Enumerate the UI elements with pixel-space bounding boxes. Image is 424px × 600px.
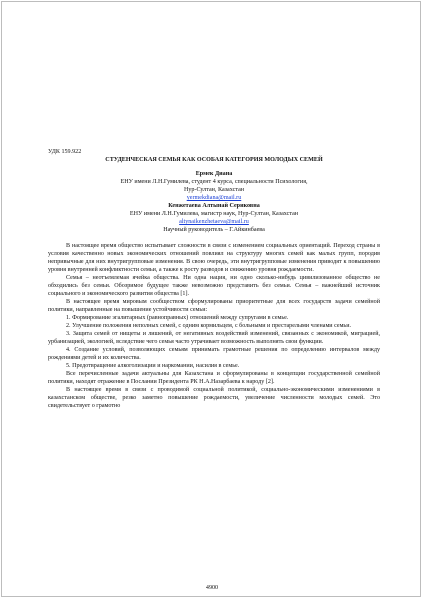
author1-city: Нур-Султан, Казахстан bbox=[183, 187, 245, 193]
list-item-3: 3. Защита семей от нищеты и лишений, от негативных воздействий изменений, связанных с экономикой, миграцией, урбанизацией, экологией, вследствие чего семья часто утрачивает возможность выполнять свои функции. bbox=[48, 331, 380, 345]
paragraph-current: В настоящее время в связи с проводимой социальной политикой, социально-экономическими изменениями в казахстанском обществе, резко заметно повышение рождаемости, увеличение численности молодых семей. Это свидетельствует о грамотно bbox=[48, 387, 380, 409]
supervisor: Научный руководитель – Г.Айкинбаева bbox=[163, 227, 265, 233]
article-body bbox=[48, 148, 380, 410]
author2-name: Кенжетаева Алтынай Сериковна bbox=[168, 203, 260, 209]
author2-email-link[interactable]: altynaikenzhetaeva@mail.ru bbox=[179, 219, 249, 225]
author1-name: Ермек Диана bbox=[195, 171, 233, 177]
page-number: 4900 bbox=[205, 585, 219, 591]
author1-affiliation: ЕНУ имени Л.Н.Гумилева, студент 4 курса, специальности Психология, bbox=[120, 179, 308, 185]
list-item-4: 4. Создание условий, позволяющих семьям принимать грамотные решения по определению интервалов между рождениями детей и их количества. bbox=[48, 347, 380, 361]
list-item-5: 5. Предотвращение алкоголизации и наркомании, насилия в семье. bbox=[66, 363, 240, 369]
udk-code: УДК 159.922 bbox=[48, 149, 82, 155]
author1-email-link[interactable]: yermekdiana@mail.ru bbox=[186, 195, 242, 201]
author2-affiliation: ЕНУ имени Л.Н.Гумилева, магистр наук, Нур-Султан, Казахстан bbox=[129, 211, 299, 217]
article-title: СТУДЕНЧЕСКАЯ СЕМЬЯ КАК ОСОБАЯ КАТЕГОРИЯ МОЛОДЫХ СЕМЕЙ bbox=[105, 157, 323, 163]
paragraph-intro: В настоящее время общество испытывает сложности в связи с изменением социальных ориентаций. Переход страны в условия качественно новых экономических отношений повлиял на структуру многих семей как малых групп, породив непривычные для них внутригрупповые изменения. В свою очередь, эти внутригрупповые изменения приводят к повышению уровня внутренней конфликтности семьи, а также к росту разводов и снижению уровня рождаемости. bbox=[48, 243, 380, 273]
list-item-2: 2. Улучшение положения неполных семей, с одним кормильцем, с больными и престарелыми членами семьи. bbox=[66, 323, 351, 329]
paragraph-family: Семья – неотъемлемая ячейка общества. Ни одна нация, ни одно сколько-нибудь цивилизованное общество не обходились без семьи. Обозримое будущее также невозможно представить без семьи. Семья – важнейший источник социального и экономического развития общества [1]. bbox=[48, 275, 380, 297]
paragraph-kazakhstan: Все перечисленные задачи актуальны для Казахстана и сформулированы в концепции государственной семейной политики, находят отражение в Послании Президента РК Н.А.Назарбаева к народу [2]. bbox=[48, 371, 380, 385]
list-item-1: 1. Формирование эгалитарных (равноправных) отношений между супругами в семье. bbox=[66, 315, 289, 321]
paragraph-priorities: В настоящее время мировым сообществом сформулированы приоритетные для всех государств задачи семейной политики, направленные на повышение устойчивости семьи: bbox=[48, 299, 380, 313]
